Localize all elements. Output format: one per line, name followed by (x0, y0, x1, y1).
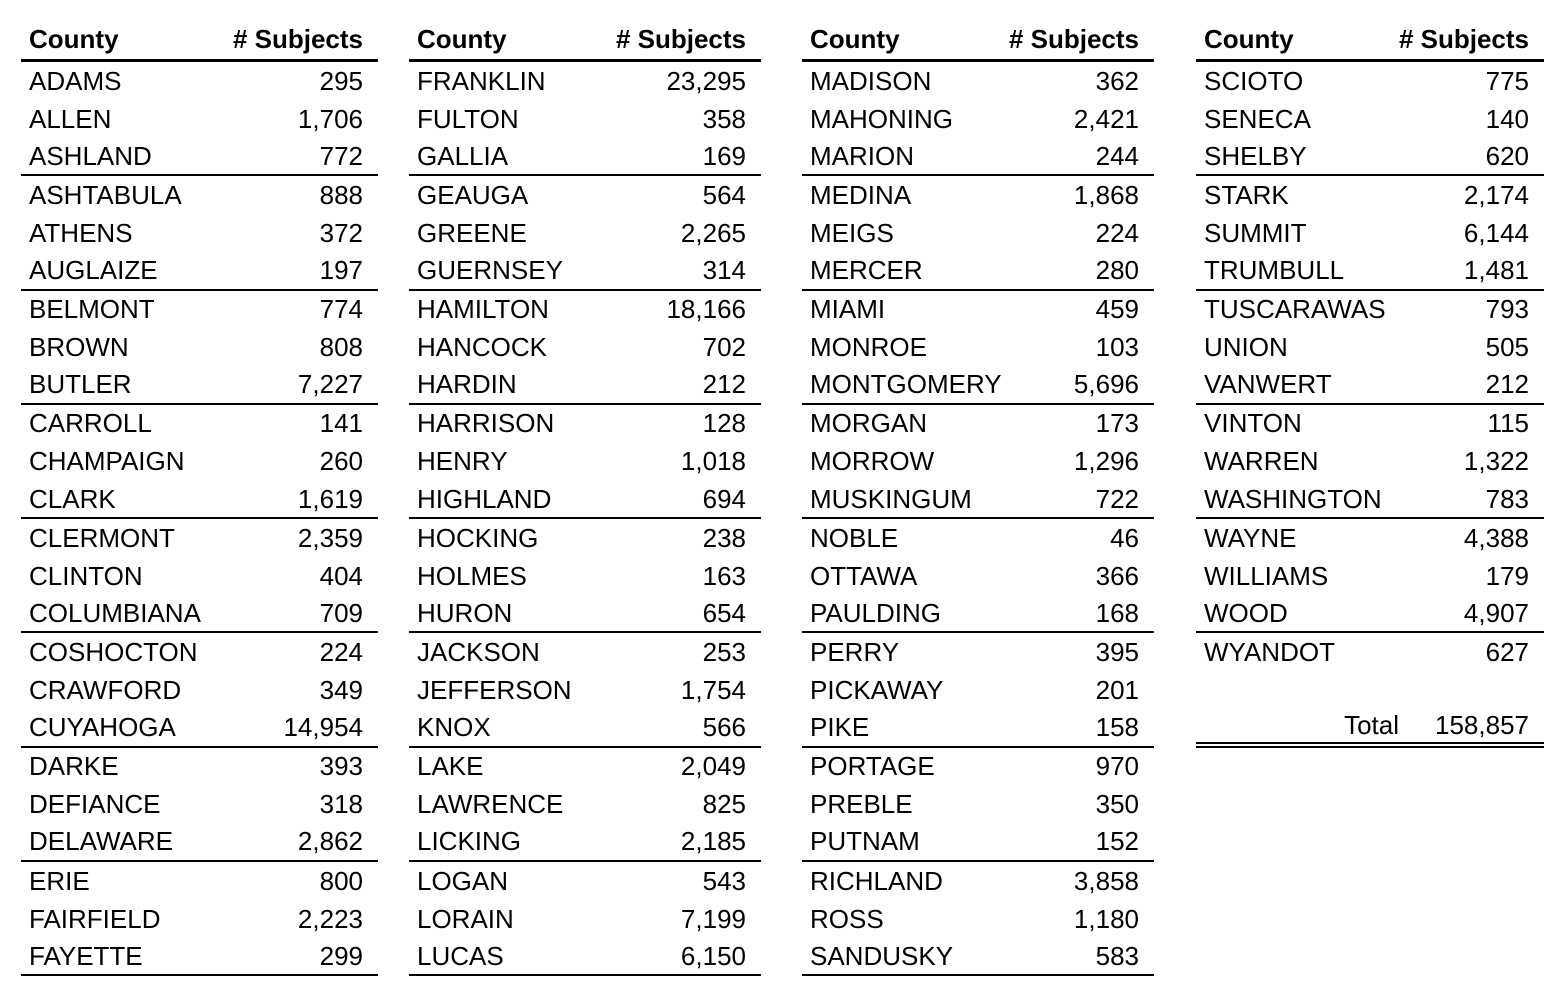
county-cell: HURON (417, 597, 513, 628)
subjects-cell: 1,180 (1073, 903, 1139, 934)
county-cell: SANDUSKY (810, 940, 954, 971)
county-cell: ERIE (29, 865, 90, 896)
table-row (802, 481, 1154, 519)
table-row (21, 786, 378, 824)
subjects-cell: 7,199 (680, 903, 746, 934)
county-header: County (810, 24, 900, 54)
county-cell: PIKE (810, 712, 870, 743)
county-cell: SHELBY (1204, 140, 1307, 171)
table-column-3 (802, 20, 1154, 976)
county-cell: STARK (1204, 179, 1289, 210)
table-row (409, 900, 761, 938)
empty-row (1196, 672, 1544, 710)
county-cell: HOCKING (417, 522, 539, 553)
subjects-cell: 169 (702, 140, 746, 171)
subjects-cell: 1,868 (1073, 179, 1139, 210)
county-cell: CLARK (29, 483, 116, 514)
county-cell: CUYAHOGA (29, 712, 176, 743)
table-row (21, 938, 378, 976)
county-cell: LOGAN (417, 865, 509, 896)
county-cell: MONROE (810, 332, 927, 363)
table-row (1196, 481, 1544, 519)
subjects-cell: 18,166 (666, 294, 746, 325)
county-cell: HIGHLAND (417, 483, 552, 514)
subjects-cell: 5,696 (1073, 369, 1139, 400)
county-cell: WYANDOT (1204, 636, 1335, 667)
table-row (21, 443, 378, 481)
subjects-cell: 722 (1095, 483, 1139, 514)
table-row (802, 748, 1154, 786)
county-cell: OTTAWA (810, 560, 918, 591)
county-cell: WILLIAMS (1204, 560, 1329, 591)
county-cell: HARRISON (417, 408, 555, 439)
county-cell: HENRY (417, 446, 508, 477)
table-row (21, 633, 378, 671)
subjects-cell: 4,907 (1463, 597, 1529, 628)
subjects-cell: 158 (1095, 712, 1139, 743)
table-row (409, 633, 761, 671)
subjects-cell: 709 (319, 597, 363, 628)
county-cell: MAHONING (810, 103, 953, 134)
subjects-cell: 395 (1095, 636, 1139, 667)
table-row (1196, 176, 1544, 214)
table-header (802, 20, 1154, 62)
table-rows-container (1196, 62, 1544, 672)
county-cell: WOOD (1204, 597, 1288, 628)
table-row (409, 481, 761, 519)
subjects-cell: 1,706 (297, 103, 363, 134)
table-row (802, 100, 1154, 138)
subjects-cell: 115 (1487, 408, 1529, 439)
subjects-cell: 372 (319, 217, 363, 248)
county-cell: PAULDING (810, 597, 941, 628)
county-cell: HOLMES (417, 560, 527, 591)
county-cell: MEDINA (810, 179, 912, 210)
table-row (1196, 367, 1544, 405)
table-row (802, 786, 1154, 824)
county-cell: LUCAS (417, 940, 504, 971)
subjects-cell: 366 (1095, 560, 1139, 591)
subjects-cell: 1,619 (297, 483, 363, 514)
subjects-cell: 793 (1485, 294, 1529, 325)
subjects-cell: 179 (1485, 560, 1529, 591)
table-row (409, 367, 761, 405)
county-cell: COSHOCTON (29, 636, 198, 667)
table-row (802, 595, 1154, 633)
subjects-cell: 299 (319, 940, 363, 971)
table-row (1196, 100, 1544, 138)
county-cell: DELAWARE (29, 826, 173, 857)
county-header: County (1204, 24, 1294, 54)
table-row (21, 214, 378, 252)
table-row (802, 176, 1154, 214)
subjects-cell: 970 (1095, 751, 1139, 782)
county-cell: CARROLL (29, 408, 152, 439)
table-column-4 (1196, 20, 1544, 748)
table-row (1196, 443, 1544, 481)
subjects-cell: 564 (702, 179, 746, 210)
subjects-cell: 2,421 (1073, 103, 1139, 134)
subjects-cell: 212 (702, 369, 746, 400)
county-cell: LORAIN (417, 903, 514, 934)
subjects-cell: 505 (1485, 332, 1529, 363)
table-row (409, 329, 761, 367)
table-row (1196, 138, 1544, 176)
table-row (802, 862, 1154, 900)
table-row (802, 824, 1154, 862)
subjects-cell: 244 (1095, 140, 1139, 171)
subjects-cell: 2,185 (680, 826, 746, 857)
table-rows-container (21, 62, 378, 976)
table-row (21, 900, 378, 938)
subjects-cell: 295 (319, 65, 363, 96)
table-row (21, 672, 378, 710)
county-cell: BELMONT (29, 294, 155, 325)
county-cell: BUTLER (29, 369, 132, 400)
county-cell: COLUMBIANA (29, 597, 201, 628)
county-cell: PICKAWAY (810, 675, 944, 706)
county-cell: ASHTABULA (29, 179, 182, 210)
table-row (802, 214, 1154, 252)
subjects-cell: 3,858 (1073, 865, 1139, 896)
table-row (1196, 329, 1544, 367)
table-row (1196, 519, 1544, 557)
table-rows-container (409, 62, 761, 976)
subjects-cell: 393 (319, 751, 363, 782)
county-cell: FULTON (417, 103, 519, 134)
table-row (409, 938, 761, 976)
county-cell: MONTGOMERY (810, 369, 1002, 400)
table-row (409, 672, 761, 710)
county-cell: AUGLAIZE (29, 255, 158, 286)
subjects-cell: 404 (319, 560, 363, 591)
table-row (409, 252, 761, 290)
county-cell: MARION (810, 140, 914, 171)
county-cell: WAYNE (1204, 522, 1297, 553)
county-cell: UNION (1204, 332, 1288, 363)
county-cell: GUERNSEY (417, 255, 563, 286)
total-value: 158,857 (1435, 710, 1529, 741)
table-row (409, 176, 761, 214)
county-cell: MEIGS (810, 217, 894, 248)
county-cell: CRAWFORD (29, 675, 182, 706)
table-row (1196, 291, 1544, 329)
county-cell: RICHLAND (810, 865, 943, 896)
subjects-cell: 362 (1095, 65, 1139, 96)
table-row (802, 291, 1154, 329)
table-row (802, 367, 1154, 405)
table-row (409, 291, 761, 329)
subjects-cell: 152 (1095, 826, 1139, 857)
table-column-2 (409, 20, 761, 976)
table-column-1 (21, 20, 378, 976)
subjects-cell: 260 (319, 446, 363, 477)
subjects-header: # Subjects (1398, 24, 1529, 54)
table-row (409, 786, 761, 824)
county-cell: LAWRENCE (417, 789, 564, 820)
total-label: Total (1344, 710, 1399, 741)
table-row (409, 62, 761, 100)
county-cell: WARREN (1204, 446, 1319, 477)
table-row (21, 138, 378, 176)
table-row (409, 824, 761, 862)
county-cell: VANWERT (1204, 369, 1332, 400)
county-cell: ADAMS (29, 65, 122, 96)
county-cell: PREBLE (810, 789, 913, 820)
table-row (802, 252, 1154, 290)
subjects-cell: 6,144 (1463, 217, 1529, 248)
subjects-cell: 201 (1095, 675, 1139, 706)
county-cell: PORTAGE (810, 751, 935, 782)
subjects-header: # Subjects (232, 24, 363, 54)
county-cell: GEAUGA (417, 179, 529, 210)
county-cell: WASHINGTON (1204, 483, 1382, 514)
table-row (1196, 595, 1544, 633)
table-row (802, 672, 1154, 710)
county-cell: ASHLAND (29, 140, 152, 171)
county-cell: NOBLE (810, 522, 899, 553)
table-row (1196, 214, 1544, 252)
subjects-cell: 1,296 (1073, 446, 1139, 477)
subjects-cell: 825 (702, 789, 746, 820)
subjects-cell: 620 (1485, 140, 1529, 171)
table-row (21, 595, 378, 633)
county-cell: MORGAN (810, 408, 927, 439)
table-row (21, 748, 378, 786)
subjects-cell: 566 (702, 712, 746, 743)
subjects-cell: 772 (319, 140, 363, 171)
table-row (21, 862, 378, 900)
subjects-cell: 1,754 (680, 675, 746, 706)
subjects-cell: 6,150 (680, 940, 746, 971)
subjects-cell: 702 (702, 332, 746, 363)
subjects-cell: 694 (702, 483, 746, 514)
subjects-cell: 1,481 (1463, 255, 1529, 286)
county-cell: LAKE (417, 751, 484, 782)
table-row (802, 405, 1154, 443)
subjects-cell: 238 (702, 522, 746, 553)
subjects-cell: 46 (1110, 522, 1139, 553)
table-row (21, 405, 378, 443)
county-cell: GALLIA (417, 140, 509, 171)
subjects-cell: 224 (319, 636, 363, 667)
table-row (21, 824, 378, 862)
subjects-cell: 23,295 (666, 65, 746, 96)
county-cell: CLINTON (29, 560, 143, 591)
county-cell: JACKSON (417, 636, 540, 667)
county-cell: PERRY (810, 636, 900, 667)
subjects-cell: 775 (1485, 65, 1529, 96)
table-row (409, 862, 761, 900)
table-row (21, 252, 378, 290)
table-row (21, 367, 378, 405)
county-cell: SENECA (1204, 103, 1311, 134)
subjects-cell: 543 (702, 865, 746, 896)
table-row (409, 710, 761, 748)
table-row (21, 329, 378, 367)
subjects-cell: 163 (702, 560, 746, 591)
subjects-cell: 1,322 (1463, 446, 1529, 477)
county-cell: TUSCARAWAS (1204, 294, 1386, 325)
county-cell: SCIOTO (1204, 65, 1304, 96)
subjects-cell: 314 (702, 255, 746, 286)
table-row (409, 405, 761, 443)
subjects-cell: 888 (319, 179, 363, 210)
table-row (802, 519, 1154, 557)
subjects-cell: 627 (1485, 636, 1529, 667)
table-header (21, 20, 378, 62)
subjects-cell: 103 (1095, 332, 1139, 363)
subjects-cell: 1,018 (680, 446, 746, 477)
county-cell: ALLEN (29, 103, 112, 134)
subjects-cell: 2,265 (680, 217, 746, 248)
table-header (1196, 20, 1544, 62)
county-cell: DARKE (29, 751, 119, 782)
table-row (21, 519, 378, 557)
county-cell: LICKING (417, 826, 522, 857)
table-row (21, 481, 378, 519)
subjects-cell: 140 (1485, 103, 1529, 134)
subjects-cell: 4,388 (1463, 522, 1529, 553)
table-row (409, 557, 761, 595)
table-row (409, 519, 761, 557)
table-row (21, 710, 378, 748)
table-row (802, 710, 1154, 748)
table-row (802, 443, 1154, 481)
table-row (802, 138, 1154, 176)
table-row (802, 633, 1154, 671)
subjects-cell: 2,359 (297, 522, 363, 553)
subjects-cell: 14,954 (283, 712, 363, 743)
county-cell: MORROW (810, 446, 935, 477)
subjects-cell: 358 (702, 103, 746, 134)
table-row (409, 214, 761, 252)
subjects-cell: 654 (702, 597, 746, 628)
county-cell: MERCER (810, 255, 923, 286)
table-row (409, 748, 761, 786)
subjects-cell: 349 (319, 675, 363, 706)
table-row (802, 938, 1154, 976)
subjects-cell: 2,862 (297, 826, 363, 857)
subjects-cell: 808 (319, 332, 363, 363)
table-row (409, 595, 761, 633)
county-cell: JEFFERSON (417, 675, 572, 706)
county-cell: ATHENS (29, 217, 133, 248)
county-cell: CHAMPAIGN (29, 446, 185, 477)
table-row (1196, 62, 1544, 100)
county-header: County (417, 24, 507, 54)
table-row (1196, 252, 1544, 290)
table-row (21, 100, 378, 138)
county-cell: GREENE (417, 217, 527, 248)
table-row (409, 443, 761, 481)
subjects-cell: 783 (1485, 483, 1529, 514)
subjects-header: # Subjects (615, 24, 746, 54)
county-cell: BROWN (29, 332, 129, 363)
subjects-cell: 583 (1095, 940, 1139, 971)
subjects-cell: 2,174 (1463, 179, 1529, 210)
county-cell: VINTON (1204, 408, 1302, 439)
table-header (409, 20, 761, 62)
table-row (21, 62, 378, 100)
subjects-cell: 253 (702, 636, 746, 667)
table-row (1196, 405, 1544, 443)
table-row (21, 557, 378, 595)
subjects-cell: 224 (1095, 217, 1139, 248)
table-row (21, 291, 378, 329)
county-cell: TRUMBULL (1204, 255, 1345, 286)
county-cell: MIAMI (810, 294, 886, 325)
table-row (1196, 557, 1544, 595)
subjects-cell: 2,049 (680, 751, 746, 782)
total-row (1196, 710, 1544, 748)
county-cell: PUTNAM (810, 826, 920, 857)
county-cell: MADISON (810, 65, 932, 96)
subjects-cell: 173 (1095, 408, 1139, 439)
county-cell: KNOX (417, 712, 491, 743)
table-row (802, 62, 1154, 100)
subjects-cell: 7,227 (297, 369, 363, 400)
county-cell: HARDIN (417, 369, 517, 400)
subjects-cell: 459 (1095, 294, 1139, 325)
table-row (1196, 633, 1544, 671)
table-row (802, 329, 1154, 367)
table-row (21, 176, 378, 214)
subjects-cell: 800 (319, 865, 363, 896)
subjects-cell: 2,223 (297, 903, 363, 934)
table-row (409, 138, 761, 176)
table-row (802, 900, 1154, 938)
subjects-header: # Subjects (1008, 24, 1139, 54)
table-row (409, 100, 761, 138)
subjects-cell: 197 (319, 255, 363, 286)
subjects-cell: 128 (702, 408, 746, 439)
county-cell: MUSKINGUM (810, 483, 972, 514)
county-cell: DEFIANCE (29, 789, 161, 820)
subjects-cell: 280 (1095, 255, 1139, 286)
county-cell: FAYETTE (29, 940, 143, 971)
county-cell: ROSS (810, 903, 884, 934)
county-cell: FAIRFIELD (29, 903, 161, 934)
county-cell: HAMILTON (417, 294, 549, 325)
county-header: County (29, 24, 119, 54)
table-rows-container (802, 62, 1154, 976)
table-row (802, 557, 1154, 595)
county-cell: FRANKLIN (417, 65, 546, 96)
subjects-cell: 318 (319, 789, 363, 820)
subjects-cell: 168 (1095, 597, 1139, 628)
subjects-cell: 141 (319, 408, 363, 439)
county-cell: HANCOCK (417, 332, 548, 363)
county-cell: SUMMIT (1204, 217, 1307, 248)
subjects-cell: 212 (1485, 369, 1529, 400)
subjects-cell: 774 (319, 294, 363, 325)
subjects-cell: 350 (1095, 789, 1139, 820)
county-cell: CLERMONT (29, 522, 175, 553)
